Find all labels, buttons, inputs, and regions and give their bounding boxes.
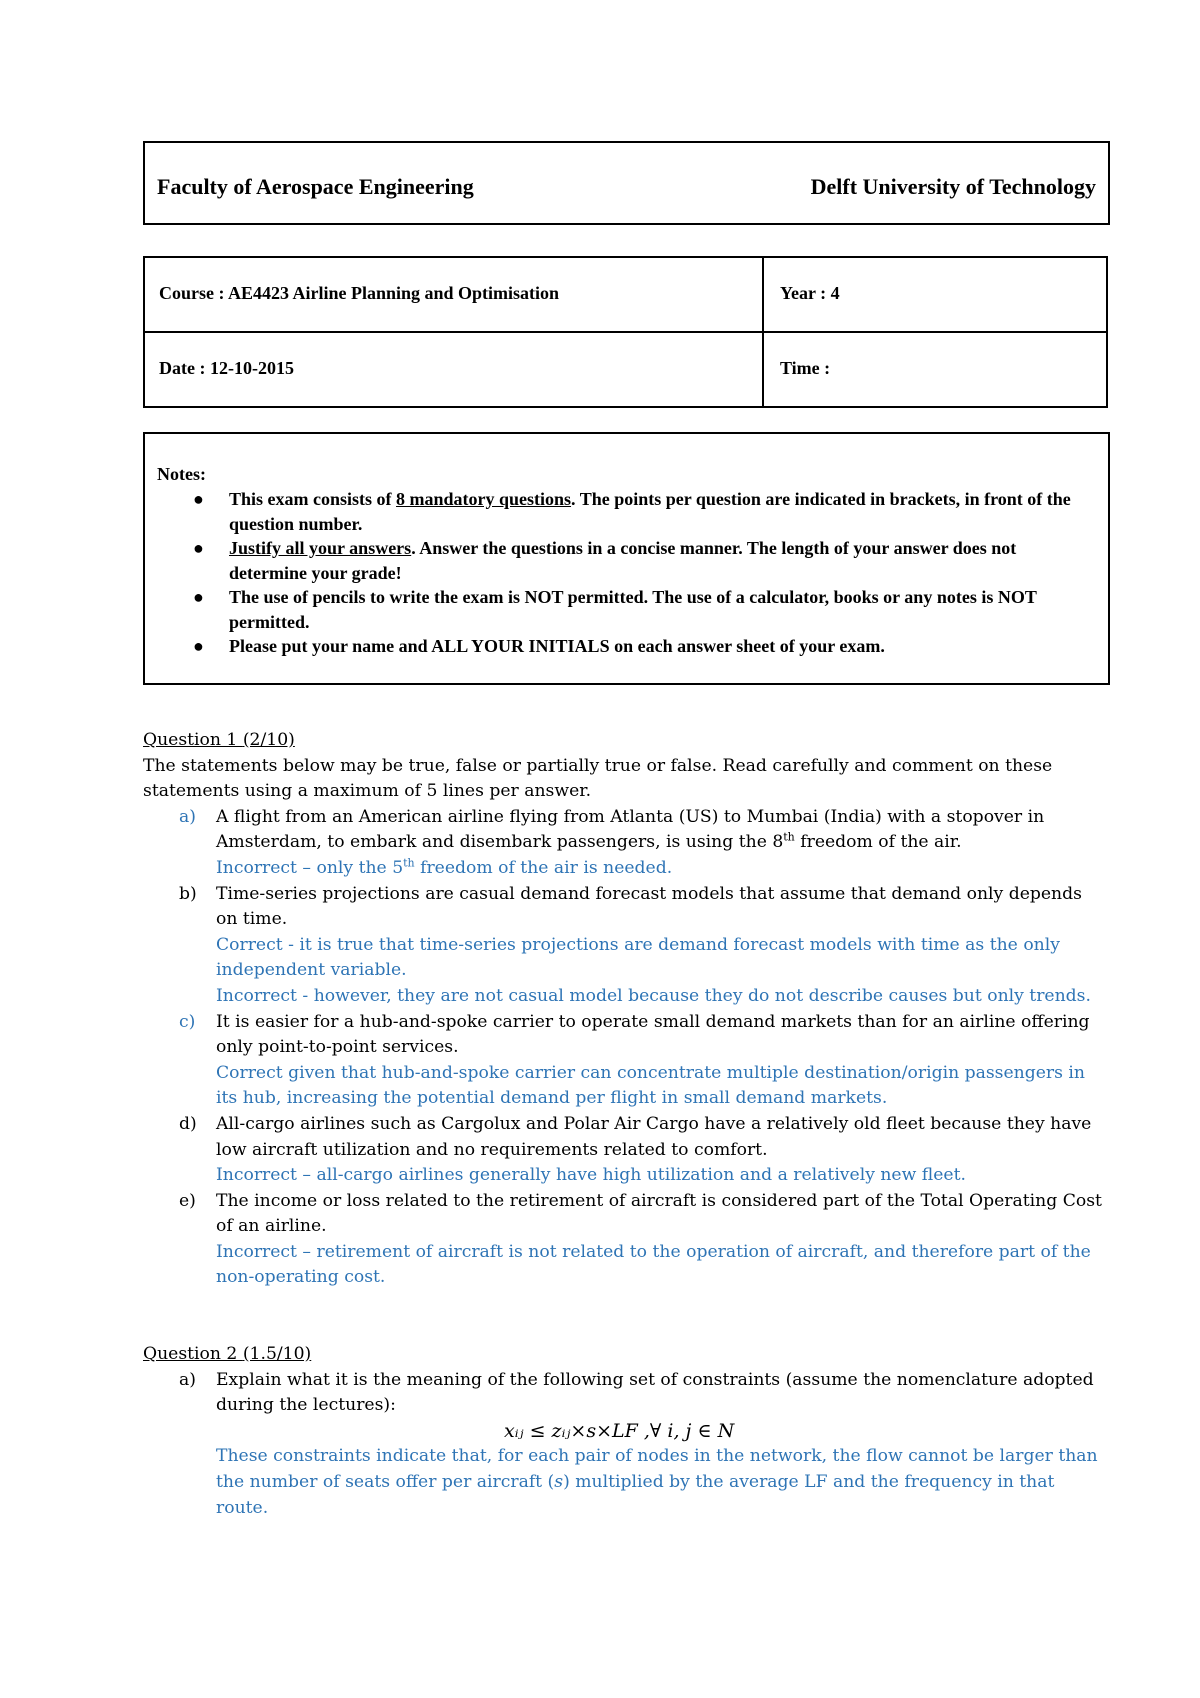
answer-a: Incorrect – only the 5th freedom of the air is needed. <box>216 856 673 878</box>
item-label: e) <box>179 1190 196 1211</box>
item-label: b) <box>179 883 197 904</box>
statement-c: It is easier for a hub-and-spoke carrier to operate small demand markets than for an airline offering only point-to-point services. <box>216 1011 1090 1058</box>
date-cell: Date : 12-10-2015 <box>159 358 294 378</box>
item-label: a) <box>179 806 196 827</box>
bullet-icon: ● <box>193 489 204 509</box>
q1-item-a <box>143 805 1103 882</box>
notes-title: Notes: <box>157 464 206 484</box>
q1-item-d <box>143 1112 1103 1189</box>
q1-item-b <box>143 882 1103 1010</box>
notes-box <box>143 432 1110 685</box>
bullet-icon: ● <box>193 636 204 656</box>
bullet-icon: ● <box>193 538 204 558</box>
course-cell: Course : AE4423 Airline Planning and Optimisation <box>159 283 560 303</box>
statement-b: Time-series projections are casual demand forecast models that assume that demand only depends on time. <box>216 883 1082 930</box>
statement-q2-a: Explain what it is the meaning of the following set of constraints (assume the nomenclature adopted during the lectures): <box>216 1369 1094 1416</box>
answer-c: Correct given that hub-and-spoke carrier can concentrate multiple destination/origin passengers in its hub, increasing the potential demand per flight in small demand markets. <box>216 1062 1085 1109</box>
q1-item-c <box>143 1010 1103 1112</box>
faculty-name: Faculty of Aerospace Engineering <box>157 174 474 199</box>
q1-item-e <box>143 1189 1103 1291</box>
university-name: Delft University of Technology <box>810 174 1096 199</box>
list-item: ● Justify all your answers. Answer the questions in a concise manner. The length of your answer does not determine your grade! <box>193 538 1017 583</box>
list-item: ● The use of pencils to write the exam is NOT permitted. The use of a calculator, books or any notes is NOT permitted. <box>193 587 1037 632</box>
item-label: c) <box>179 1011 196 1032</box>
statement-a: A flight from an American airline flying from Atlanta (US) to Mumbai (India) with a stopover in Amsterdam, to embark and disembark passengers, is using the 8th freedom of the air. <box>216 806 1045 853</box>
questions-body <box>143 728 1103 1521</box>
year-cell: Year : 4 <box>780 283 840 303</box>
answer-d: Incorrect – all-cargo airlines generally have high utilization and a relatively new fleet. <box>216 1165 966 1186</box>
table-divider-horizontal <box>145 331 1106 333</box>
answer-b-1: Correct - it is true that time-series projections are demand forecast models with time as the only independent variable. <box>216 934 1060 981</box>
answer-e: Incorrect – retirement of aircraft is not related to the operation of aircraft, and therefore part of the non-operating cost. <box>216 1241 1091 1288</box>
constraint-formula: xᵢⱼ ≤ zᵢⱼ×s×LF ,∀ i, j ∈ N <box>504 1419 735 1442</box>
statement-d: All-cargo airlines such as Cargolux and Polar Air Cargo have a relatively old fleet because they have low aircraft utilization and no requirements related to comfort. <box>216 1113 1092 1160</box>
header-box <box>143 141 1110 225</box>
bullet-icon: ● <box>193 587 204 607</box>
statement-e: The income or loss related to the retirement of aircraft is considered part of the Total Operating Cost of an airline. <box>216 1190 1102 1237</box>
list-item: ● This exam consists of 8 mandatory questions. The points per question are indicated in brackets, in front of the question number. <box>193 489 1071 534</box>
time-cell: Time : <box>780 358 831 378</box>
answer-q2-a: These constraints indicate that, for each pair of nodes in the network, the flow cannot be larger than the number of seats offer per aircraft (s) multiplied by the average LF and the frequency in that route. <box>216 1446 1098 1518</box>
item-label: a) <box>179 1369 196 1390</box>
question-2-heading: Question 2 (1.5/10) <box>143 1344 312 1365</box>
course-info-table <box>143 256 1108 408</box>
question-1-heading: Question 1 (2/10) <box>143 730 295 750</box>
q2-item-a <box>143 1368 1103 1522</box>
item-label: d) <box>179 1113 197 1134</box>
question-1-intro: The statements below may be true, false or partially true or false. Read carefully and comment on these statements using a maximum of 5 lines per answer. <box>143 755 1053 802</box>
notes-list <box>145 487 1095 659</box>
answer-b-2: Incorrect - however, they are not casual model because they do not describe causes but only trends. <box>216 985 1091 1006</box>
list-item: ● Please put your name and ALL YOUR INITIALS on each answer sheet of your exam. <box>145 634 1095 659</box>
